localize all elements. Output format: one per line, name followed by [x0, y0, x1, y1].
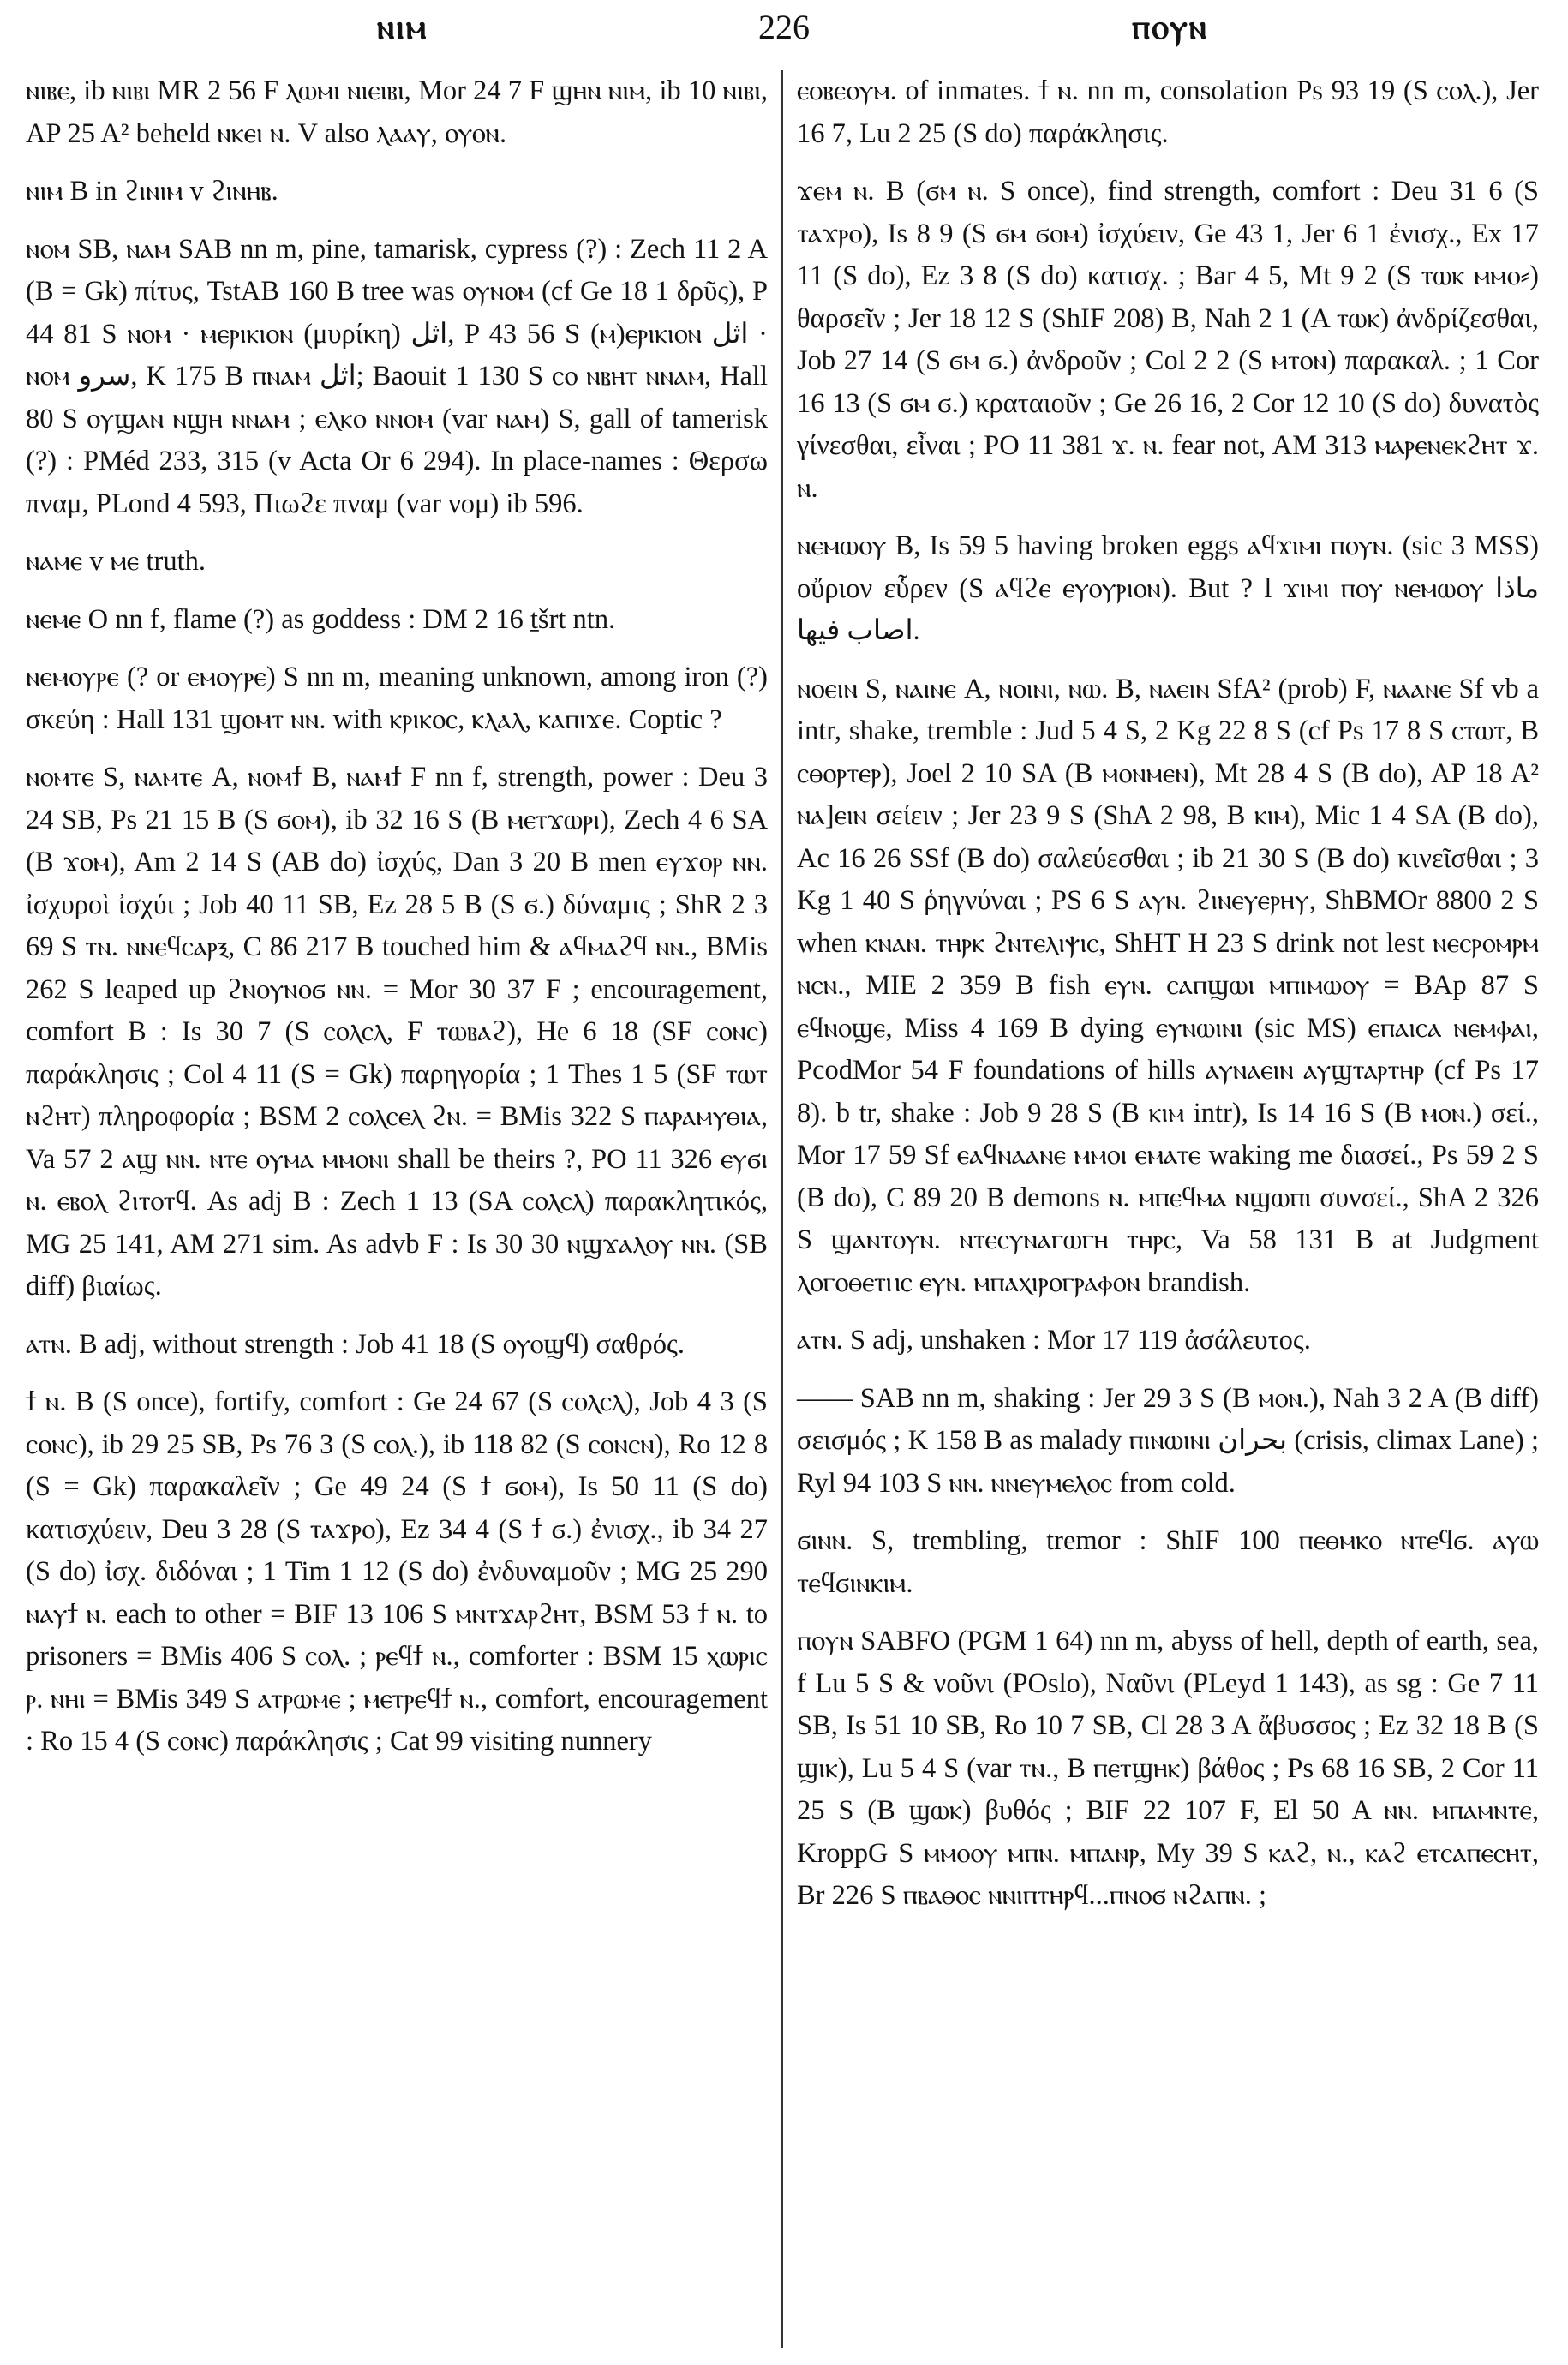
entry: ϭⲓⲛⲛ. S, trembling, tremor : ShIF 100 ⲡⲉⲑⲙⲕⲟ ⲛⲧⲉϥϭ. ⲁⲩⲱ ⲧⲉϥϭⲓⲛⲕⲓⲙ.	[797, 1525, 1539, 1599]
entry: ⲛⲉⲙⲉ O nn f, flame (?) as goddess : DM 2 16 ṯšrt ntn.	[26, 603, 616, 635]
entry: ⲛⲟⲉⲓⲛ S, ⲛⲁⲓⲛⲉ A, ⲛⲟⲓⲛⲓ, ⲛⲱ. B, ⲛⲁⲉⲓⲛ SfA² (prob) F, ⲛⲁⲁⲛⲉ Sf vb a intr, shake, tremble : Jud 5 4 S, 2 Kg 22 8 S (cf Ps 17 8 S ⲥⲧⲱⲧ, B ⲥⲑⲟⲣⲧⲉⲣ), Joel 2 10 SA (B ⲙⲟⲛⲙⲉⲛ), Mt 28 4 S (B do), AP 18 A² ⲛⲁ]ⲉⲓⲛ σείειν ; Jer 23 9 S (ShA 2 98, B ⲕⲓⲙ), Mic 1 4 SA (B do), Ac 16 26 SSf (B do) σαλεύεσθαι ; ib 21 30 S (B do) κινεῖσθαι ; 3 Kg 1 40 S ῥηγνύναι ; PS 6 S ⲁⲩⲛ. ϩⲓⲛⲉⲩⲉⲣⲏⲩ, ShBMOr 8800 2 S when ⲕⲛⲁⲛ. ⲧⲏⲣⲕ ϩⲛⲧⲉⲗⲓⲯⲓⲥ, ShHT H 23 S drink not lest ⲛⲉⲥⲣⲟⲙⲣⲙ ⲛⲥⲛ., MIE 2 359 B fish ⲉⲩⲛ. ⲥⲁⲡϣⲱⲓ ⲙⲡⲓⲙⲱⲟⲩ = BAp 87 S ⲉϥⲛⲟϣⲉ, Miss 4 169 B dying ⲉⲩⲛⲱⲓⲛⲓ (sic MS) ⲉⲡⲁⲓⲥⲁ ⲛⲉⲙⲫⲁⲓ, PcodMor 54 F foundations of hills ⲁⲩⲛⲁⲉⲓⲛ ⲁⲩϣⲧⲁⲣⲧⲏⲣ (cf Ps 17 8). b tr, shake : Job 9 28 S (B ⲕⲓⲙ intr), Is 14 16 S (B ⲙⲟⲛ.) σεί., Mor 17 59 Sf ⲉⲁϥⲛⲁⲁⲛⲉ ⲙⲙⲟⲓ ⲉⲙⲁⲧⲉ waking me διασεί., Ps 59 2 S (B do), C 89 20 B demons ⲛ. ⲙⲡⲉϥⲙⲁ ⲛϣⲱⲡⲓ συνσεί., ShA 2 326 S ϣⲁⲛⲧⲟⲩⲛ. ⲛⲧⲉⲥⲩⲛⲁⲅⲱⲅⲏ ⲧⲏⲣⲥ, Va 58 131 B at Judgment ⲗⲟⲅⲟⲑⲉⲧⲏⲥ ⲉⲩⲛ. ⲙⲡⲁⲭⲓⲣⲟⲅⲣⲁⲫⲟⲛ brandish.	[797, 673, 1539, 1298]
left-column	[26, 70, 768, 2348]
entry: ϯ ⲛ. B (S once), fortify, comfort : Ge 24 67 (S ⲥⲟⲗⲥⲗ), Job 4 3 (S ⲥⲟⲛⲥ), ib 29 25 SB, Ps 76 3 (S ⲥⲟⲗ.), ib 118 82 (S ⲥⲟⲛⲥⲛ), Ro 12 8 (S = Gk) παρακαλεῖν ; Ge 49 24 (S ϯ ϭⲟⲙ), Is 50 11 (S do) κατισχύειν, Deu 3 28 (S ⲧⲁϫⲣⲟ), Ez 34 4 (S ϯ ϭ.) ἐνισχ., ib 34 27 (S do) ἰσχ. διδόναι ; 1 Tim 1 12 (S do) ἐνδυναμοῦν ; MG 25 290 ⲛⲁⲩϯ ⲛ. each to other = BIF 13 106 S ⲙⲛⲧϫⲁⲣϩⲏⲧ, BSM 53 ϯ ⲛ. to prisoners = BMis 406 S ⲥⲟⲗ. ; ⲣⲉϥϯ ⲛ., comforter : BSM 15 ⲭⲱⲣⲓⲥ ⲣ. ⲛⲏⲓ = BMis 349 S ⲁⲧⲣⲱⲙⲉ ; ⲙⲉⲧⲣⲉϥϯ ⲛ., comfort, encouragement : Ro 15 4 (S ⲥⲟⲛⲥ) παράκλησις ; Cat 99 visiting nunnery	[26, 1386, 768, 1757]
column-divider	[781, 70, 783, 2348]
entry: ⲁⲧⲛ. B adj, without strength : Job 41 18 (S ⲟⲩⲟϣϥ) σαθρός.	[26, 1328, 685, 1360]
entry: ⲁⲧⲛ. S adj, unshaken : Mor 17 119 ἀσάλευτος.	[797, 1325, 1311, 1356]
header-left-headword: ⲛⲓⲙ	[377, 7, 428, 47]
entry: ⲛⲁⲙⲉ v ⲙⲉ truth.	[26, 546, 206, 577]
entry: ⲛⲓⲙ B in ϩⲓⲛⲓⲙ v ϩⲓⲛⲏⲃ.	[26, 176, 278, 207]
entry: ⲛⲉⲙⲟⲩⲣⲉ (? or ⲉⲙⲟⲩⲣⲉ) S nn m, meaning unknown, among iron (?) σκεύη : Hall 131 ϣⲟⲙⲧ ⲛⲛ. with ⲕⲣⲓⲕⲟⲥ, ⲕⲗⲁⲗ, ⲕⲁⲡⲓϫⲉ. Coptic ?	[26, 662, 768, 735]
entry: ⲛⲟⲙⲧⲉ S, ⲛⲁⲙⲧⲉ A, ⲛⲟⲙϯ B, ⲛⲁⲙϯ F nn f, strength, power : Deu 3 24 SB, Ps 21 15 B (S ϭⲟⲙ), ib 32 16 S (B ⲙⲉⲧϫⲱⲣⲓ), Zech 4 6 SA (B ϫⲟⲙ), Am 2 14 S (AB do) ἰσχύς, Dan 3 20 B men ⲉⲩϫⲟⲣ ⲛⲛ. ἰσχυροὶ ἰσχύι ; Job 40 11 SB, Ez 28 5 B (S ϭ.) δύναμις ; ShR 2 3 69 S ⲧⲛ. ⲛⲛⲉϥⲥⲁⲣⲝ, C 86 217 B touched him & ⲁϥⲙⲁϩϥ ⲛⲛ., BMis 262 S leaped up ϩⲛⲟⲩⲛⲟϭ ⲛⲛ. = Mor 30 37 F ; encouragement, comfort B : Is 30 7 (S ⲥⲟⲗⲥⲗ, F ⲧⲱⲃⲁϩ), He 6 18 (SF ⲥⲟⲛⲥ) παράκλησις ; Col 4 11 (S = Gk) παρηγορία ; 1 Thes 1 5 (SF ⲧⲱⲧ ⲛϩⲏⲧ) πληροφορία ; BSM 2 ⲥⲟⲗⲥⲉⲗ ϩⲛ. = BMis 322 S ⲡⲁⲣⲁⲙⲩⲑⲓⲁ, Va 57 2 ⲁϣ ⲛⲛ. ⲛⲧⲉ ⲟⲩⲙⲁ ⲙⲙⲟⲛⲓ shall be theirs ?, PO 11 326 ⲉⲩϭⲓ ⲛ. ⲉⲃⲟⲗ ϩⲓⲧⲟⲧϥ. As adj B : Zech 1 13 (SA ⲥⲟⲗⲥⲗ) παρακλητικός, MG 25 141, AM 271 sim. As advb F : Is 30 30 ⲛϣϫⲁⲗⲟⲩ ⲛⲛ. (SB diff) βιαίως.	[26, 762, 768, 1302]
entry: ⲛⲉⲙⲱⲟⲩ B, Is 59 5 having broken eggs ⲁϥϫⲓⲙⲓ ⲡⲟⲩⲛ. (sic 3 MSS) οὔριον εὗρεν (S ⲁϥϩⲉ ⲉⲩⲟⲩⲣⲓⲟⲛ). But ? l ϫⲓⲙⲓ ⲡⲟⲩ ⲛⲉⲙⲱⲟⲩ ماذا اصاب فيها.	[797, 530, 1539, 646]
entry: ⲉⲑⲃⲉⲟⲩⲙ. of inmates. ϯ ⲛ. nn m, consolation Ps 93 19 (S ⲥⲟⲗ.), Jer 16 7, Lu 2 25 (S do) παράκλησις.	[797, 75, 1539, 149]
page-header	[26, 7, 1542, 58]
entry: ⲛⲓⲃⲉ, ib ⲛⲓⲃⲓ MR 2 56 F ⲗⲱⲙⲓ ⲛⲓⲉⲓⲃⲓ, Mor 24 7 F ϣⲏⲛ ⲛⲓⲙ, ib 10 ⲛⲓⲃⲓ, AP 25 A² beheld ⲛⲕⲉⲓ ⲛ. V also ⲗⲁⲁⲩ, ⲟⲩⲟⲛ.	[26, 75, 768, 149]
header-right-headword: ⲡⲟⲩⲛ	[1132, 7, 1208, 47]
entry: ⲛⲟⲙ SB, ⲛⲁⲙ SAB nn m, pine, tamarisk, cypress (?) : Zech 11 2 A (B = Gk) πίτυς, TstAB 160 B tree was ⲟⲩⲛⲟⲙ (cf Ge 18 1 δρῦς), P 44 81 S ⲛⲟⲙ · ⲙⲉⲣⲓⲕⲓⲟⲛ (μυρίκη) اثل, P 43 56 S (ⲙ)ⲉⲣⲓⲕⲓⲟⲛ اثل · ⲛⲟⲙ سرو, K 175 B ⲡⲛⲁⲙ اثل; Baouit 1 130 S ⲥⲟ ⲛⲃⲏⲧ ⲛⲛⲁⲙ, Hall 80 S ⲟⲩϣⲁⲛ ⲛϣⲏ ⲛⲛⲁⲙ ; ⲉⲗⲕⲟ ⲛⲛⲟⲙ (var ⲛⲁⲙ) S, gall of tamerisk (?) : PMéd 233, 315 (v Acta Or 6 294). In place-names : Θερσω πναμ, PLond 4 593, Πιωϩε πναμ (var νομ) ib 596.	[26, 233, 769, 519]
entry: ϫⲉⲙ ⲛ. B (ϭⲙ ⲛ. S once), find strength, comfort : Deu 31 6 (S ⲧⲁϫⲣⲟ), Is 8 9 (S ϭⲙ ϭⲟⲙ) ἰσχύειν, Ge 43 1, Jer 6 1 ἐνισχ., Ex 17 11 (S do), Ez 3 8 (S do) κατισχ. ; Bar 4 5, Mt 9 2 (S ⲧⲱⲕ ⲙⲙⲟ⸗) θαρσεῖν ; Jer 18 12 S (ShIF 208) B, Nah 2 1 (A ⲧⲱⲕ) ἀνδρίζεσθαι, Job 27 14 (S ϭⲙ ϭ.) ἀνδροῦν ; Col 2 2 (S ⲙⲧⲟⲛ) παρακαλ. ; 1 Cor 16 13 (S ϭⲙ ϭ.) κραταιοῦν ; Ge 26 16, 2 Cor 12 10 (S do) δυνατὸς γίνεσθαι, εἶναι ; PO 11 381 ϫ. ⲛ. fear not, AM 313 ⲙⲁⲣⲉⲛⲉⲕϩⲏⲧ ϫ. ⲛ.	[797, 176, 1539, 504]
entry: ⲡⲟⲩⲛ SABFO (PGM 1 64) nn m, abyss of hell, depth of earth, sea, f Lu 5 S & νοῦνι (POslo), Ναῦνι (PLeyd 1 143), as sg : Ge 7 11 SB, Is 51 10 SB, Ro 10 7 SB, Cl 28 3 A ἄβυσσος ; Ez 32 18 B (S ϣⲓⲕ), Lu 5 4 S (var ⲧⲛ., B ⲡⲉⲧϣⲏⲕ) βάθος ; Ps 68 16 SB, 2 Cor 11 25 S (B ϣⲱⲕ) βυθός ; BIF 22 107 F, El 50 A ⲛⲛ. ⲙⲡⲁⲙⲛⲧⲉ, KroppG S ⲙⲙⲟⲟⲩ ⲙⲡⲛ. ⲙⲡⲁⲛⲣ, My 39 S ⲕⲁϩ, ⲛ., ⲕⲁϩ ⲉⲧⲥⲁⲡⲉⲥⲏⲧ, Br 226 S ⲡⲃⲁⲑⲟⲥ ⲛⲛⲓⲡⲧⲏⲣϥ...ⲡⲛⲟϭ ⲛϩⲁⲡⲛ. ;	[797, 1626, 1539, 1911]
right-column	[797, 70, 1539, 2348]
page-number: 226	[758, 8, 810, 46]
entry: —— SAB nn m, shaking : Jer 29 3 S (B ⲙⲟⲛ.), Nah 3 2 A (B diff) σεισμός ; K 158 B as malady ⲡⲓⲛⲱⲓⲛⲓ بحران (crisis, climax Lane) ; Ryl 94 103 S ⲛⲛ. ⲛⲛⲉⲩⲙⲉⲗⲟⲥ from cold.	[797, 1382, 1539, 1499]
